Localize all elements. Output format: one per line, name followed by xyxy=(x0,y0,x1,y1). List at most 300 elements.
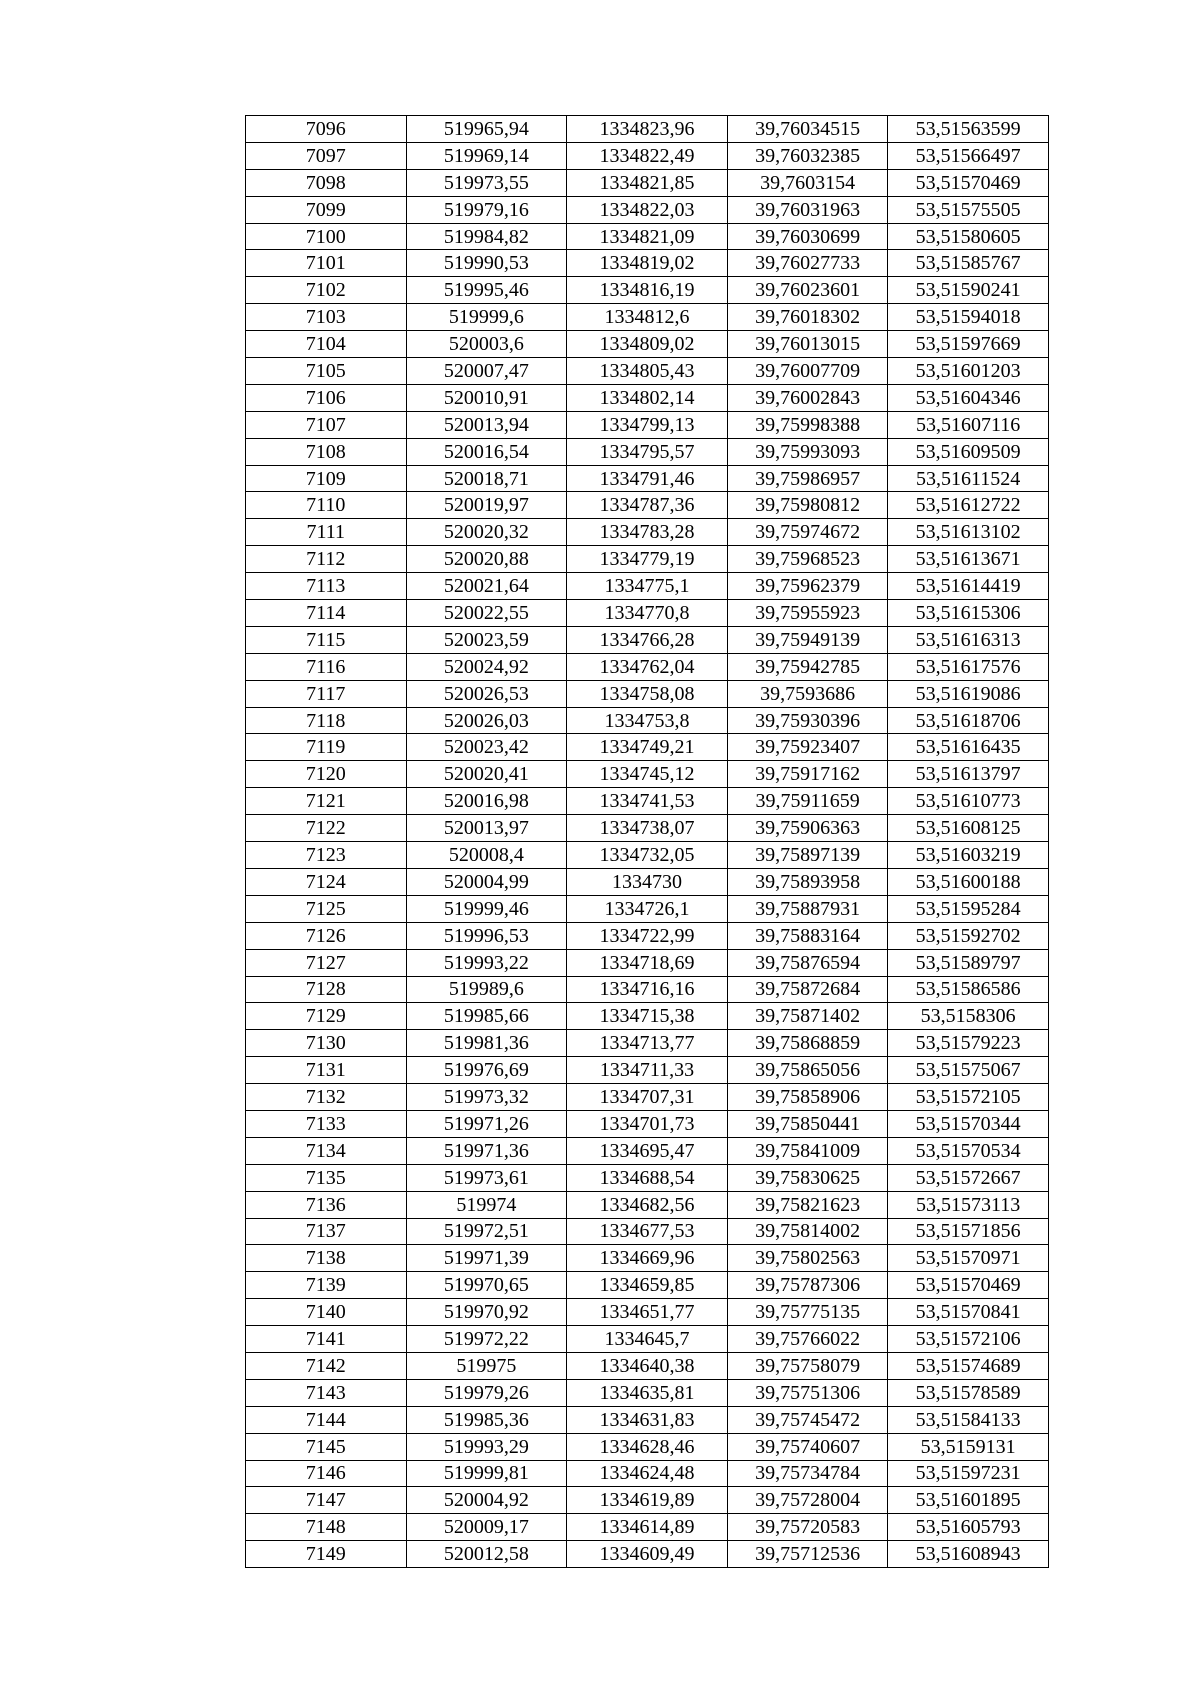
longitude-cell: 39,75740607 xyxy=(727,1433,888,1460)
x-coordinate-cell: 519993,29 xyxy=(406,1433,567,1460)
latitude-cell: 53,51597231 xyxy=(888,1460,1049,1487)
latitude-cell: 53,51570971 xyxy=(888,1245,1049,1272)
longitude-cell: 39,76013015 xyxy=(727,331,888,358)
latitude-cell: 53,51600188 xyxy=(888,868,1049,895)
table-row xyxy=(246,196,1049,223)
point-number-cell: 7125 xyxy=(246,895,407,922)
latitude-cell: 53,51605793 xyxy=(888,1514,1049,1541)
table-row xyxy=(246,546,1049,573)
point-number-cell: 7128 xyxy=(246,976,407,1003)
point-number-cell: 7114 xyxy=(246,600,407,627)
x-coordinate-cell: 520013,97 xyxy=(406,815,567,842)
x-coordinate-cell: 519973,55 xyxy=(406,169,567,196)
longitude-cell: 39,75751306 xyxy=(727,1379,888,1406)
x-coordinate-cell: 520024,92 xyxy=(406,653,567,680)
longitude-cell: 39,75906363 xyxy=(727,815,888,842)
x-coordinate-cell: 519971,39 xyxy=(406,1245,567,1272)
longitude-cell: 39,75830625 xyxy=(727,1164,888,1191)
latitude-cell: 53,51579223 xyxy=(888,1030,1049,1057)
latitude-cell: 53,51617576 xyxy=(888,653,1049,680)
longitude-cell: 39,76023601 xyxy=(727,277,888,304)
latitude-cell: 53,51610773 xyxy=(888,788,1049,815)
table-row xyxy=(246,142,1049,169)
longitude-cell: 39,75758079 xyxy=(727,1352,888,1379)
table-row xyxy=(246,1541,1049,1568)
y-coordinate-cell: 1334822,49 xyxy=(567,142,728,169)
coordinates-table xyxy=(245,115,1049,1568)
y-coordinate-cell: 1334749,21 xyxy=(567,734,728,761)
latitude-cell: 53,51608943 xyxy=(888,1541,1049,1568)
y-coordinate-cell: 1334682,56 xyxy=(567,1191,728,1218)
point-number-cell: 7124 xyxy=(246,868,407,895)
point-number-cell: 7117 xyxy=(246,680,407,707)
table-row xyxy=(246,1326,1049,1353)
point-number-cell: 7101 xyxy=(246,250,407,277)
latitude-cell: 53,51575067 xyxy=(888,1057,1049,1084)
y-coordinate-cell: 1334614,89 xyxy=(567,1514,728,1541)
table-row xyxy=(246,465,1049,492)
longitude-cell: 39,75942785 xyxy=(727,653,888,680)
y-coordinate-cell: 1334669,96 xyxy=(567,1245,728,1272)
table-row xyxy=(246,1164,1049,1191)
latitude-cell: 53,51575505 xyxy=(888,196,1049,223)
point-number-cell: 7131 xyxy=(246,1057,407,1084)
y-coordinate-cell: 1334713,77 xyxy=(567,1030,728,1057)
x-coordinate-cell: 519999,46 xyxy=(406,895,567,922)
point-number-cell: 7096 xyxy=(246,116,407,143)
y-coordinate-cell: 1334758,08 xyxy=(567,680,728,707)
y-coordinate-cell: 1334809,02 xyxy=(567,331,728,358)
latitude-cell: 53,51615306 xyxy=(888,600,1049,627)
table-row xyxy=(246,761,1049,788)
latitude-cell: 53,51592702 xyxy=(888,922,1049,949)
point-number-cell: 7123 xyxy=(246,842,407,869)
latitude-cell: 53,5159131 xyxy=(888,1433,1049,1460)
x-coordinate-cell: 520020,88 xyxy=(406,546,567,573)
point-number-cell: 7133 xyxy=(246,1110,407,1137)
latitude-cell: 53,51611524 xyxy=(888,465,1049,492)
latitude-cell: 53,51608125 xyxy=(888,815,1049,842)
x-coordinate-cell: 519972,22 xyxy=(406,1326,567,1353)
longitude-cell: 39,75802563 xyxy=(727,1245,888,1272)
x-coordinate-cell: 519999,6 xyxy=(406,304,567,331)
latitude-cell: 53,51618706 xyxy=(888,707,1049,734)
longitude-cell: 39,75962379 xyxy=(727,573,888,600)
table-row xyxy=(246,653,1049,680)
table-row xyxy=(246,1352,1049,1379)
latitude-cell: 53,51594018 xyxy=(888,304,1049,331)
x-coordinate-cell: 520004,92 xyxy=(406,1487,567,1514)
point-number-cell: 7137 xyxy=(246,1218,407,1245)
latitude-cell: 53,51572667 xyxy=(888,1164,1049,1191)
longitude-cell: 39,75872684 xyxy=(727,976,888,1003)
latitude-cell: 53,51571856 xyxy=(888,1218,1049,1245)
longitude-cell: 39,76030699 xyxy=(727,223,888,250)
longitude-cell: 39,75814002 xyxy=(727,1218,888,1245)
x-coordinate-cell: 519975 xyxy=(406,1352,567,1379)
longitude-cell: 39,75911659 xyxy=(727,788,888,815)
x-coordinate-cell: 519985,66 xyxy=(406,1003,567,1030)
table-row xyxy=(246,895,1049,922)
y-coordinate-cell: 1334741,53 xyxy=(567,788,728,815)
latitude-cell: 53,51604346 xyxy=(888,384,1049,411)
latitude-cell: 53,51566497 xyxy=(888,142,1049,169)
longitude-cell: 39,75858906 xyxy=(727,1084,888,1111)
point-number-cell: 7110 xyxy=(246,492,407,519)
longitude-cell: 39,75949139 xyxy=(727,626,888,653)
y-coordinate-cell: 1334738,07 xyxy=(567,815,728,842)
x-coordinate-cell: 519979,26 xyxy=(406,1379,567,1406)
table-row xyxy=(246,1218,1049,1245)
table-row xyxy=(246,600,1049,627)
x-coordinate-cell: 519993,22 xyxy=(406,949,567,976)
longitude-cell: 39,76018302 xyxy=(727,304,888,331)
x-coordinate-cell: 520023,59 xyxy=(406,626,567,653)
point-number-cell: 7111 xyxy=(246,519,407,546)
table-row xyxy=(246,1299,1049,1326)
latitude-cell: 53,51612722 xyxy=(888,492,1049,519)
point-number-cell: 7142 xyxy=(246,1352,407,1379)
table-row xyxy=(246,519,1049,546)
longitude-cell: 39,75850441 xyxy=(727,1110,888,1137)
table-row xyxy=(246,1245,1049,1272)
table-row xyxy=(246,1272,1049,1299)
longitude-cell: 39,75897139 xyxy=(727,842,888,869)
latitude-cell: 53,51607116 xyxy=(888,411,1049,438)
table-row xyxy=(246,573,1049,600)
table-row xyxy=(246,1084,1049,1111)
point-number-cell: 7120 xyxy=(246,761,407,788)
point-number-cell: 7143 xyxy=(246,1379,407,1406)
y-coordinate-cell: 1334779,19 xyxy=(567,546,728,573)
point-number-cell: 7107 xyxy=(246,411,407,438)
y-coordinate-cell: 1334730 xyxy=(567,868,728,895)
longitude-cell: 39,75865056 xyxy=(727,1057,888,1084)
x-coordinate-cell: 520009,17 xyxy=(406,1514,567,1541)
longitude-cell: 39,76027733 xyxy=(727,250,888,277)
x-coordinate-cell: 519970,92 xyxy=(406,1299,567,1326)
x-coordinate-cell: 520021,64 xyxy=(406,573,567,600)
latitude-cell: 53,51613102 xyxy=(888,519,1049,546)
point-number-cell: 7126 xyxy=(246,922,407,949)
table-row xyxy=(246,626,1049,653)
table-row xyxy=(246,1406,1049,1433)
x-coordinate-cell: 520022,55 xyxy=(406,600,567,627)
table-row xyxy=(246,1003,1049,1030)
y-coordinate-cell: 1334631,83 xyxy=(567,1406,728,1433)
coordinates-table-body xyxy=(246,116,1049,1568)
table-row xyxy=(246,1057,1049,1084)
point-number-cell: 7104 xyxy=(246,331,407,358)
y-coordinate-cell: 1334821,85 xyxy=(567,169,728,196)
table-row xyxy=(246,1460,1049,1487)
latitude-cell: 53,51574689 xyxy=(888,1352,1049,1379)
longitude-cell: 39,75841009 xyxy=(727,1137,888,1164)
x-coordinate-cell: 519969,14 xyxy=(406,142,567,169)
x-coordinate-cell: 519972,51 xyxy=(406,1218,567,1245)
point-number-cell: 7121 xyxy=(246,788,407,815)
y-coordinate-cell: 1334716,16 xyxy=(567,976,728,1003)
x-coordinate-cell: 519989,6 xyxy=(406,976,567,1003)
y-coordinate-cell: 1334805,43 xyxy=(567,358,728,385)
table-row xyxy=(246,1487,1049,1514)
x-coordinate-cell: 520023,42 xyxy=(406,734,567,761)
longitude-cell: 39,75720583 xyxy=(727,1514,888,1541)
x-coordinate-cell: 520016,98 xyxy=(406,788,567,815)
point-number-cell: 7103 xyxy=(246,304,407,331)
x-coordinate-cell: 520003,6 xyxy=(406,331,567,358)
y-coordinate-cell: 1334812,6 xyxy=(567,304,728,331)
latitude-cell: 53,51616313 xyxy=(888,626,1049,653)
x-coordinate-cell: 520020,32 xyxy=(406,519,567,546)
x-coordinate-cell: 519990,53 xyxy=(406,250,567,277)
longitude-cell: 39,75734784 xyxy=(727,1460,888,1487)
latitude-cell: 53,51578589 xyxy=(888,1379,1049,1406)
y-coordinate-cell: 1334640,38 xyxy=(567,1352,728,1379)
latitude-cell: 53,51586586 xyxy=(888,976,1049,1003)
x-coordinate-cell: 519996,53 xyxy=(406,922,567,949)
y-coordinate-cell: 1334816,19 xyxy=(567,277,728,304)
longitude-cell: 39,75980812 xyxy=(727,492,888,519)
point-number-cell: 7116 xyxy=(246,653,407,680)
point-number-cell: 7102 xyxy=(246,277,407,304)
y-coordinate-cell: 1334688,54 xyxy=(567,1164,728,1191)
table-row xyxy=(246,842,1049,869)
latitude-cell: 53,51597669 xyxy=(888,331,1049,358)
point-number-cell: 7130 xyxy=(246,1030,407,1057)
longitude-cell: 39,75728004 xyxy=(727,1487,888,1514)
longitude-cell: 39,75986957 xyxy=(727,465,888,492)
point-number-cell: 7109 xyxy=(246,465,407,492)
x-coordinate-cell: 519979,16 xyxy=(406,196,567,223)
longitude-cell: 39,75930396 xyxy=(727,707,888,734)
x-coordinate-cell: 519970,65 xyxy=(406,1272,567,1299)
longitude-cell: 39,75974672 xyxy=(727,519,888,546)
table-row xyxy=(246,680,1049,707)
table-row xyxy=(246,384,1049,411)
latitude-cell: 53,51570469 xyxy=(888,169,1049,196)
y-coordinate-cell: 1334628,46 xyxy=(567,1433,728,1460)
point-number-cell: 7141 xyxy=(246,1326,407,1353)
y-coordinate-cell: 1334775,1 xyxy=(567,573,728,600)
longitude-cell: 39,75766022 xyxy=(727,1326,888,1353)
point-number-cell: 7127 xyxy=(246,949,407,976)
x-coordinate-cell: 520013,94 xyxy=(406,411,567,438)
y-coordinate-cell: 1334718,69 xyxy=(567,949,728,976)
point-number-cell: 7115 xyxy=(246,626,407,653)
point-number-cell: 7098 xyxy=(246,169,407,196)
table-row xyxy=(246,815,1049,842)
x-coordinate-cell: 520004,99 xyxy=(406,868,567,895)
latitude-cell: 53,51590241 xyxy=(888,277,1049,304)
y-coordinate-cell: 1334791,46 xyxy=(567,465,728,492)
y-coordinate-cell: 1334707,31 xyxy=(567,1084,728,1111)
latitude-cell: 53,51570344 xyxy=(888,1110,1049,1137)
x-coordinate-cell: 519974 xyxy=(406,1191,567,1218)
latitude-cell: 53,51613671 xyxy=(888,546,1049,573)
y-coordinate-cell: 1334823,96 xyxy=(567,116,728,143)
table-row xyxy=(246,949,1049,976)
longitude-cell: 39,75993093 xyxy=(727,438,888,465)
longitude-cell: 39,76034515 xyxy=(727,116,888,143)
point-number-cell: 7140 xyxy=(246,1299,407,1326)
point-number-cell: 7135 xyxy=(246,1164,407,1191)
longitude-cell: 39,75893958 xyxy=(727,868,888,895)
latitude-cell: 53,51601895 xyxy=(888,1487,1049,1514)
point-number-cell: 7144 xyxy=(246,1406,407,1433)
x-coordinate-cell: 520026,53 xyxy=(406,680,567,707)
longitude-cell: 39,76007709 xyxy=(727,358,888,385)
latitude-cell: 53,51573113 xyxy=(888,1191,1049,1218)
y-coordinate-cell: 1334822,03 xyxy=(567,196,728,223)
table-row xyxy=(246,1110,1049,1137)
point-number-cell: 7129 xyxy=(246,1003,407,1030)
x-coordinate-cell: 519981,36 xyxy=(406,1030,567,1057)
longitude-cell: 39,75876594 xyxy=(727,949,888,976)
y-coordinate-cell: 1334659,85 xyxy=(567,1272,728,1299)
longitude-cell: 39,75745472 xyxy=(727,1406,888,1433)
point-number-cell: 7108 xyxy=(246,438,407,465)
table-row xyxy=(246,304,1049,331)
y-coordinate-cell: 1334715,38 xyxy=(567,1003,728,1030)
latitude-cell: 53,51589797 xyxy=(888,949,1049,976)
table-row xyxy=(246,976,1049,1003)
y-coordinate-cell: 1334624,48 xyxy=(567,1460,728,1487)
latitude-cell: 53,51619086 xyxy=(888,680,1049,707)
table-row xyxy=(246,1433,1049,1460)
longitude-cell: 39,75998388 xyxy=(727,411,888,438)
y-coordinate-cell: 1334787,36 xyxy=(567,492,728,519)
x-coordinate-cell: 520012,58 xyxy=(406,1541,567,1568)
point-number-cell: 7097 xyxy=(246,142,407,169)
table-row xyxy=(246,492,1049,519)
table-row xyxy=(246,788,1049,815)
y-coordinate-cell: 1334651,77 xyxy=(567,1299,728,1326)
y-coordinate-cell: 1334711,33 xyxy=(567,1057,728,1084)
x-coordinate-cell: 520020,41 xyxy=(406,761,567,788)
longitude-cell: 39,76002843 xyxy=(727,384,888,411)
longitude-cell: 39,75883164 xyxy=(727,922,888,949)
y-coordinate-cell: 1334762,04 xyxy=(567,653,728,680)
latitude-cell: 53,51613797 xyxy=(888,761,1049,788)
point-number-cell: 7146 xyxy=(246,1460,407,1487)
x-coordinate-cell: 519984,82 xyxy=(406,223,567,250)
point-number-cell: 7149 xyxy=(246,1541,407,1568)
table-row xyxy=(246,331,1049,358)
latitude-cell: 53,51585767 xyxy=(888,250,1049,277)
x-coordinate-cell: 519965,94 xyxy=(406,116,567,143)
point-number-cell: 7122 xyxy=(246,815,407,842)
x-coordinate-cell: 519999,81 xyxy=(406,1460,567,1487)
x-coordinate-cell: 519985,36 xyxy=(406,1406,567,1433)
table-row xyxy=(246,922,1049,949)
table-row xyxy=(246,411,1049,438)
point-number-cell: 7100 xyxy=(246,223,407,250)
x-coordinate-cell: 520018,71 xyxy=(406,465,567,492)
point-number-cell: 7148 xyxy=(246,1514,407,1541)
longitude-cell: 39,75887931 xyxy=(727,895,888,922)
x-coordinate-cell: 520026,03 xyxy=(406,707,567,734)
latitude-cell: 53,5158306 xyxy=(888,1003,1049,1030)
y-coordinate-cell: 1334770,8 xyxy=(567,600,728,627)
y-coordinate-cell: 1334726,1 xyxy=(567,895,728,922)
x-coordinate-cell: 520010,91 xyxy=(406,384,567,411)
point-number-cell: 7134 xyxy=(246,1137,407,1164)
latitude-cell: 53,51570534 xyxy=(888,1137,1049,1164)
longitude-cell: 39,75871402 xyxy=(727,1003,888,1030)
latitude-cell: 53,51563599 xyxy=(888,116,1049,143)
longitude-cell: 39,75868859 xyxy=(727,1030,888,1057)
longitude-cell: 39,75712536 xyxy=(727,1541,888,1568)
x-coordinate-cell: 520007,47 xyxy=(406,358,567,385)
latitude-cell: 53,51572106 xyxy=(888,1326,1049,1353)
y-coordinate-cell: 1334799,13 xyxy=(567,411,728,438)
longitude-cell: 39,7593686 xyxy=(727,680,888,707)
point-number-cell: 7112 xyxy=(246,546,407,573)
longitude-cell: 39,7603154 xyxy=(727,169,888,196)
table-row xyxy=(246,1191,1049,1218)
table-row xyxy=(246,223,1049,250)
point-number-cell: 7138 xyxy=(246,1245,407,1272)
longitude-cell: 39,75917162 xyxy=(727,761,888,788)
latitude-cell: 53,51616435 xyxy=(888,734,1049,761)
point-number-cell: 7105 xyxy=(246,358,407,385)
y-coordinate-cell: 1334677,53 xyxy=(567,1218,728,1245)
longitude-cell: 39,75968523 xyxy=(727,546,888,573)
point-number-cell: 7147 xyxy=(246,1487,407,1514)
latitude-cell: 53,51570469 xyxy=(888,1272,1049,1299)
x-coordinate-cell: 519973,61 xyxy=(406,1164,567,1191)
latitude-cell: 53,51572105 xyxy=(888,1084,1049,1111)
y-coordinate-cell: 1334645,7 xyxy=(567,1326,728,1353)
longitude-cell: 39,76031963 xyxy=(727,196,888,223)
latitude-cell: 53,51601203 xyxy=(888,358,1049,385)
table-row xyxy=(246,1030,1049,1057)
point-number-cell: 7118 xyxy=(246,707,407,734)
y-coordinate-cell: 1334619,89 xyxy=(567,1487,728,1514)
table-row xyxy=(246,169,1049,196)
point-number-cell: 7139 xyxy=(246,1272,407,1299)
table-row xyxy=(246,116,1049,143)
y-coordinate-cell: 1334635,81 xyxy=(567,1379,728,1406)
y-coordinate-cell: 1334821,09 xyxy=(567,223,728,250)
y-coordinate-cell: 1334795,57 xyxy=(567,438,728,465)
table-row xyxy=(246,1514,1049,1541)
y-coordinate-cell: 1334766,28 xyxy=(567,626,728,653)
longitude-cell: 39,75775135 xyxy=(727,1299,888,1326)
point-number-cell: 7106 xyxy=(246,384,407,411)
point-number-cell: 7099 xyxy=(246,196,407,223)
x-coordinate-cell: 519971,26 xyxy=(406,1110,567,1137)
table-row xyxy=(246,1379,1049,1406)
point-number-cell: 7119 xyxy=(246,734,407,761)
y-coordinate-cell: 1334802,14 xyxy=(567,384,728,411)
longitude-cell: 39,75787306 xyxy=(727,1272,888,1299)
table-row xyxy=(246,707,1049,734)
x-coordinate-cell: 519973,32 xyxy=(406,1084,567,1111)
y-coordinate-cell: 1334695,47 xyxy=(567,1137,728,1164)
longitude-cell: 39,76032385 xyxy=(727,142,888,169)
x-coordinate-cell: 519971,36 xyxy=(406,1137,567,1164)
latitude-cell: 53,51609509 xyxy=(888,438,1049,465)
x-coordinate-cell: 520008,4 xyxy=(406,842,567,869)
latitude-cell: 53,51580605 xyxy=(888,223,1049,250)
table-row xyxy=(246,250,1049,277)
point-number-cell: 7132 xyxy=(246,1084,407,1111)
table-row xyxy=(246,1137,1049,1164)
latitude-cell: 53,51614419 xyxy=(888,573,1049,600)
y-coordinate-cell: 1334819,02 xyxy=(567,250,728,277)
